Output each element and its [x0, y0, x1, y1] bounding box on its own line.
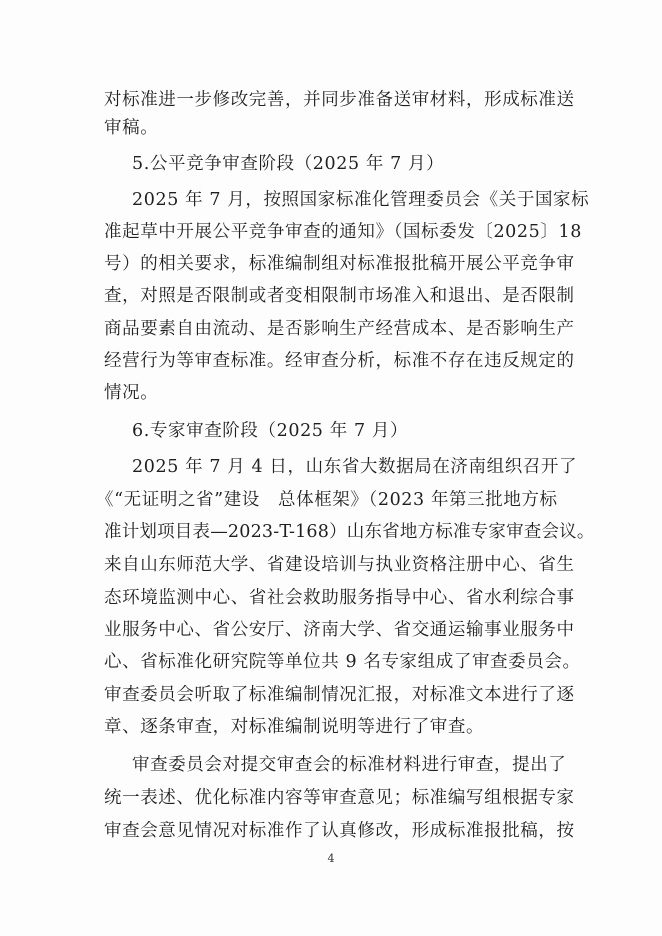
text-line: 章、逐条审查，对标准编制说明等进行了审查。	[104, 717, 485, 737]
text-line: 经营行为等审查标准。经审查分析，标准不存在违反规定的	[104, 351, 575, 371]
text-line: 心、省标准化研究院等单位共 9 名专家组成了审查委员会。	[104, 652, 581, 672]
text-line: 业服务中心、省公安厅、济南大学、省交通运输事业服务中	[104, 620, 575, 640]
text-line: 2025 年 7 月 4 日，山东省大数据局在济南组织召开了	[132, 457, 578, 477]
text-line: 审稿。	[104, 118, 159, 138]
section-heading-6: 6.专家审查阶段（2025 年 7 月）	[132, 421, 409, 441]
text-line: 《“无证明之省”建设 总体框架》（2023 年第三批地方标	[96, 490, 558, 510]
text-line: 号）的相关要求，标准编制组对标准报批稿开展公平竞争审	[104, 254, 575, 274]
text-line: 态环境监测中心、省社会救助服务指导中心、省水利综合事	[104, 588, 575, 608]
section-heading-5: 5.公平竞争审查阶段（2025 年 7 月）	[132, 154, 445, 174]
text-line: 准计划项目表—2023-T-168）山东省地方标准专家审查会议。	[104, 522, 595, 542]
text-line: 情况。	[104, 383, 159, 403]
text-line: 准起草中开展公平竞争审查的通知》（国标委发〔2025〕18	[104, 222, 582, 242]
text-line: 对标准进一步修改完善，并同步准备送审材料，形成标准送	[104, 90, 575, 110]
text-line: 审查会意见情况对标准作了认真修改，形成标准报批稿，按	[104, 821, 575, 841]
text-line: 来自山东师范大学、省建设培训与执业资格注册中心、省生	[104, 555, 575, 575]
text-line: 商品要素自由流动、是否影响生产经营成本、是否影响生产	[104, 319, 575, 339]
text-line: 审查委员会对提交审查会的标准材料进行审查，提出了	[132, 755, 567, 775]
text-line: 2025 年 7 月，按照国家标准化管理委员会《关于国家标	[132, 190, 590, 210]
text-line: 查，对照是否限制或者变相限制市场准入和退出、是否限制	[104, 286, 575, 306]
text-line: 审查委员会听取了标准编制情况汇报，对标准文本进行了逐	[104, 685, 575, 705]
text-line: 统一表述、优化标准内容等审查意见；标准编写组根据专家	[104, 788, 575, 808]
page-number: 4	[327, 852, 335, 865]
